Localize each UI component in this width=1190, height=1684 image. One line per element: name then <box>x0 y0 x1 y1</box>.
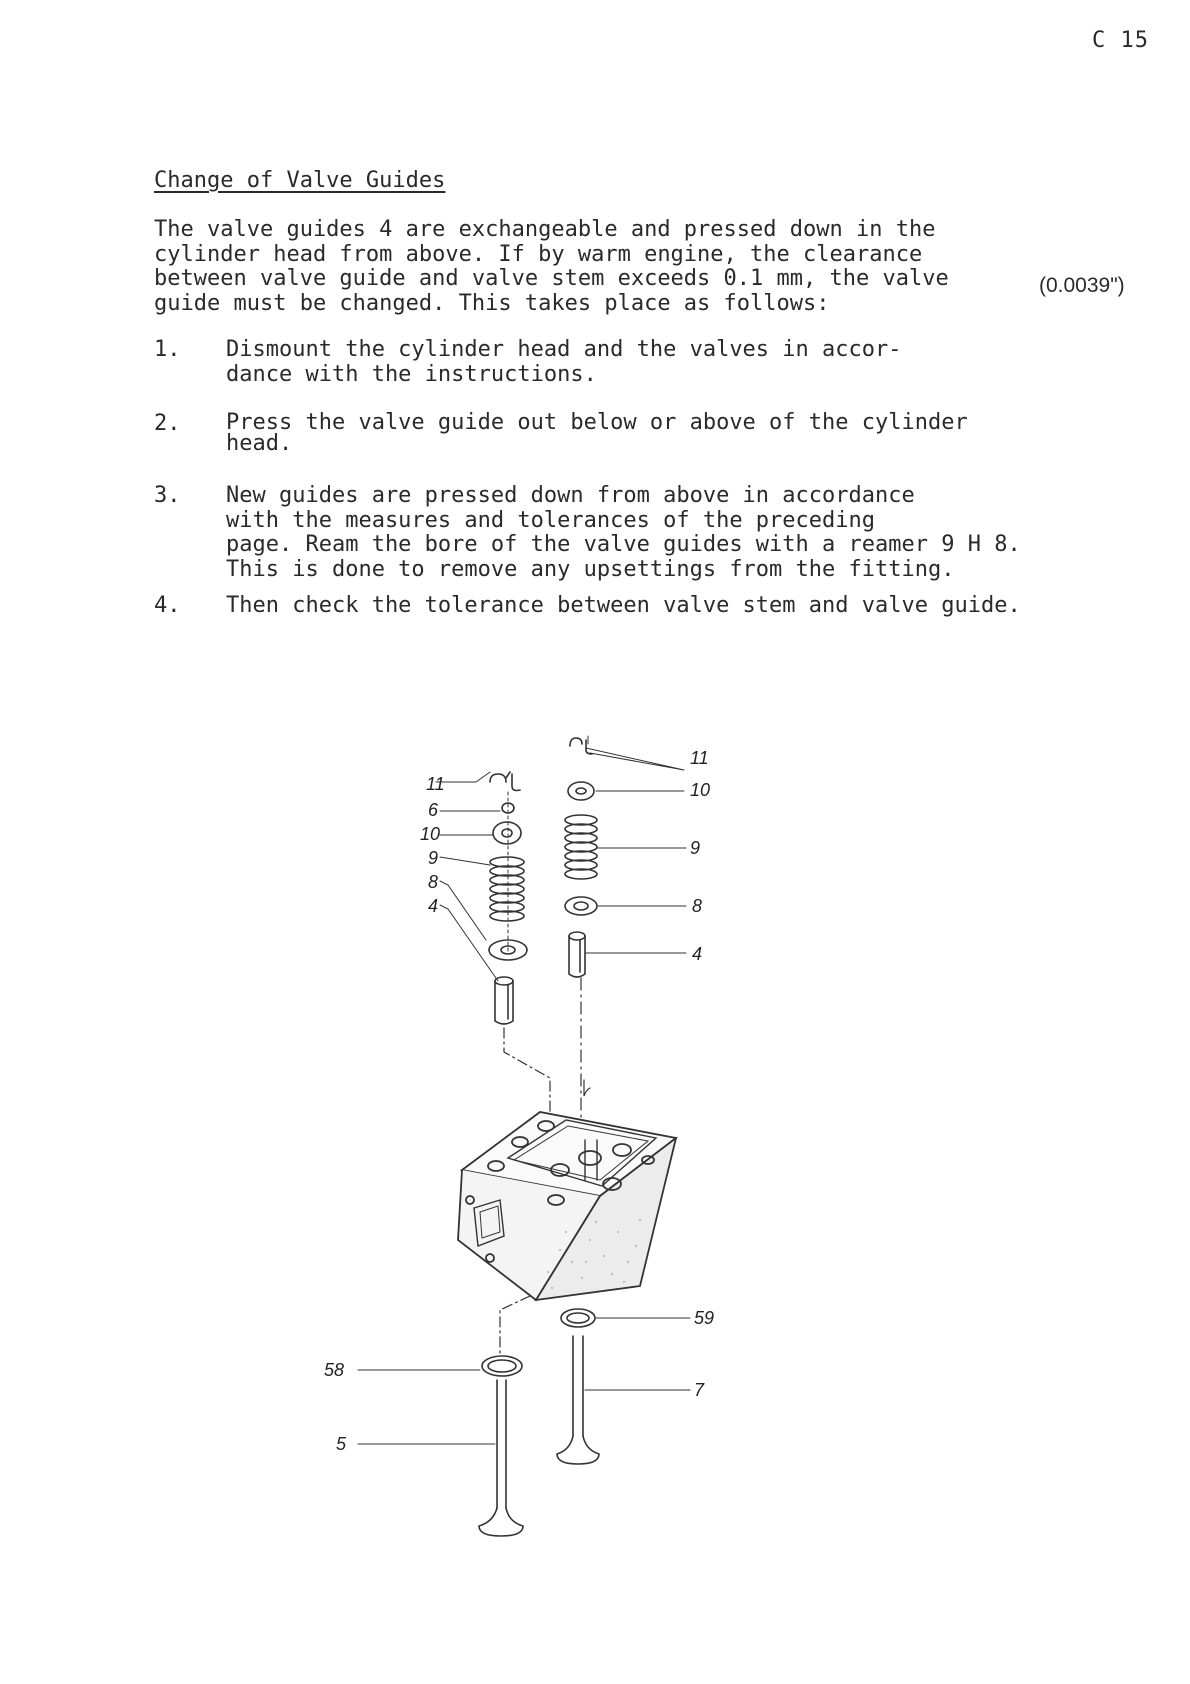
step-text: Then check the tolerance between valve stem and valve guide. <box>226 593 1021 618</box>
inch-conversion-note: (0.0039") <box>1039 274 1125 297</box>
step-text: Dismount the cylinder head and the valves in accor- <box>226 337 902 362</box>
label: 10 <box>690 780 711 800</box>
step-number: 2. <box>154 411 181 436</box>
right-valve-collets <box>570 738 592 754</box>
intro-line: cylinder head from above. If by warm engine, the clearance <box>154 241 923 267</box>
label: 9 <box>690 838 701 858</box>
label: 8 <box>428 872 439 892</box>
label: 4 <box>428 896 439 916</box>
right-part-labels <box>690 748 714 1400</box>
step-text: This is done to remove any upsettings from the fitting. <box>226 556 955 582</box>
right-valve-seal-ring <box>561 1309 595 1327</box>
left-valve-stem <box>497 1380 506 1508</box>
left-spring-retainer <box>493 822 521 844</box>
right-lower-parts <box>557 1309 690 1464</box>
step-text: head. <box>226 431 293 456</box>
label: 10 <box>420 824 441 844</box>
label: 6 <box>428 800 439 820</box>
step-number: 4. <box>154 593 181 618</box>
label: 11 <box>690 748 709 768</box>
right-valve-stem <box>573 1336 583 1436</box>
step-text: Press the valve guide out below or above of the cylinder <box>226 410 968 435</box>
step-number: 3. <box>154 483 181 508</box>
intro-line: The valve guides 4 are exchangeable and pressed down in the <box>154 217 936 242</box>
right-spring-retainer <box>568 782 594 800</box>
step-text: with the measures and tolerances of the preceding <box>226 507 876 533</box>
page-number: C 15 <box>1092 28 1149 53</box>
left-valve-guide <box>495 977 513 1024</box>
right-spring-washer <box>565 897 597 915</box>
intro-line: between valve guide and valve stem exceeds 0.1 mm, the valve <box>154 266 949 291</box>
label: 7 <box>694 1380 705 1400</box>
label: 9 <box>428 848 439 868</box>
label: 4 <box>692 944 703 964</box>
step-text: dance with the instructions. <box>226 361 597 387</box>
label: 59 <box>694 1308 715 1328</box>
right-valve-guide <box>569 932 585 977</box>
left-lower-parts <box>358 1296 530 1536</box>
left-valve-stack <box>436 772 550 1118</box>
step-text: page. Ream the bore of the valve guides with a reamer 9 H 8. <box>226 532 1021 557</box>
label: 5 <box>336 1434 347 1454</box>
label: 11 <box>426 774 445 794</box>
right-valve-spring <box>565 815 597 879</box>
label: 8 <box>692 896 703 916</box>
left-valve-spring <box>490 857 524 921</box>
right-valve-head <box>557 1436 599 1464</box>
step-text: New guides are pressed down from above in accordance <box>226 483 915 508</box>
cylinder-head <box>458 1112 676 1300</box>
section-title: Change of Valve Guides <box>154 168 446 193</box>
left-part-labels <box>324 774 445 1454</box>
right-valve-stack <box>565 736 686 1128</box>
intro-line: guide must be changed. This takes place as follows: <box>154 290 830 316</box>
left-valve-collets <box>490 772 520 791</box>
left-valve-head <box>479 1508 523 1536</box>
label: 58 <box>324 1360 345 1380</box>
step-number: 1. <box>154 337 181 362</box>
